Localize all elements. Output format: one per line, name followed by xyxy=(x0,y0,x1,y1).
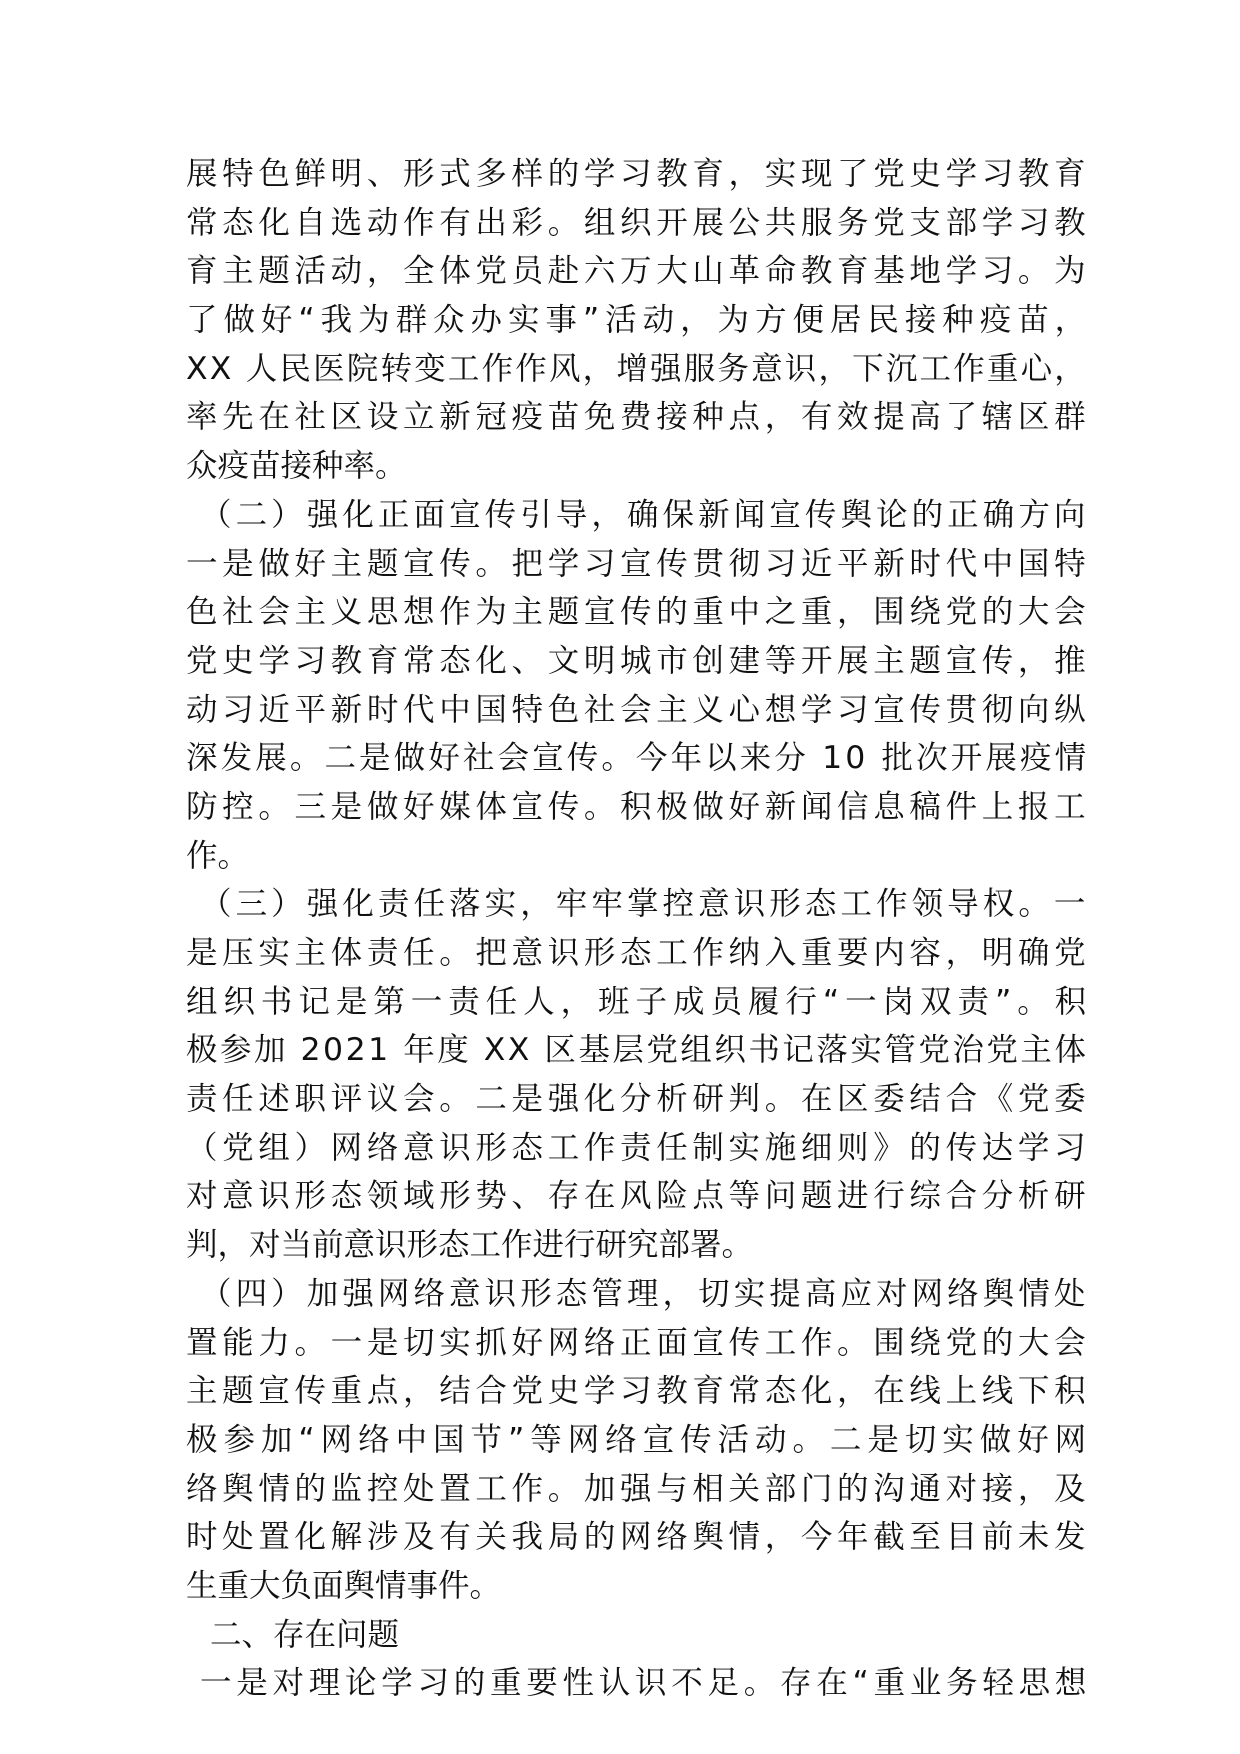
text-line: （党组）网络意识形态工作责任制实施细则》的传达学习 xyxy=(186,1129,1091,1166)
text-line: 组织书记是第一责任人，班子成员履行“一岗双责”。积 xyxy=(186,983,1093,1020)
text-line: 判，对当前意识形态工作进行研究部署。 xyxy=(186,1227,754,1264)
text-line: 色社会主义思想作为主题宣传的重中之重，围绕党的大会 xyxy=(186,594,1091,631)
text-line: 络舆情的监控处置工作。加强与相关部门的沟通对接，及 xyxy=(186,1470,1091,1507)
text-line: 了做好“我为群众办实事”活动，为方便居民接种疫苗， xyxy=(186,302,1093,339)
text-line: 作。 xyxy=(186,837,250,874)
text-line: 育主题活动，全体党员赴六万大山革命教育基地学习。为 xyxy=(186,253,1091,290)
section-heading: （三）强化责任落实，牢牢掌控意识形态工作领导权。一 xyxy=(200,886,1090,923)
text-line: 生重大负面舆情事件。 xyxy=(186,1567,502,1604)
body-text xyxy=(186,150,1093,1708)
text-line: 极参加 2021 年度 XX 区基层党组织书记落实管党治党主体 xyxy=(186,1032,1089,1069)
text-line: 率先在社区设立新冠疫苗免费接种点，有效提高了辖区群 xyxy=(186,399,1091,436)
text-line: 党史学习教育常态化、文明城市创建等开展主题宣传，推 xyxy=(186,642,1091,679)
text-line: 时处置化解涉及有关我局的网络舆情，今年截至目前未发 xyxy=(186,1519,1091,1556)
text-line: 动习近平新时代中国特色社会主义心想学习宣传贯彻向纵 xyxy=(186,691,1091,728)
text-line: 一是对理论学习的重要性认识不足。存在“重业务轻思想 xyxy=(200,1665,1092,1702)
text-line: 众疫苗接种率。 xyxy=(186,448,407,485)
text-line: 防控。三是做好媒体宣传。积极做好新闻信息稿件上报工 xyxy=(186,788,1091,825)
text-line: 主题宣传重点，结合党史学习教育常态化，在线上线下积 xyxy=(186,1373,1091,1410)
section-heading: （四）加强网络意识形态管理，切实提高应对网络舆情处 xyxy=(200,1275,1090,1312)
text-line: 一是做好主题宣传。把学习宣传贯彻习近平新时代中国特 xyxy=(186,545,1091,582)
text-line: 极参加“网络中国节”等网络宣传活动。二是切实做好网 xyxy=(186,1421,1093,1458)
text-line: 展特色鲜明、形式多样的学习教育，实现了党史学习教育 xyxy=(186,156,1091,192)
text-line: 对意识形态领域形势、存在风险点等问题进行综合分析研 xyxy=(186,1178,1091,1215)
text-line: 是压实主体责任。把意识形态工作纳入重要内容，明确党 xyxy=(186,935,1091,971)
text-line: 置能力。一是切实抓好网络正面宣传工作。围绕党的大会 xyxy=(186,1324,1091,1361)
text-line: 常态化自选动作有出彩。组织开展公共服务党支部学习教 xyxy=(186,204,1091,241)
text-line: 深发展。二是做好社会宣传。今年以来分 10 批次开展疫情 xyxy=(186,740,1090,777)
section-heading: （二）强化正面宣传引导，确保新闻宣传舆论的正确方向 xyxy=(200,496,1090,533)
text-line: 责任述职评议会。二是强化分析研判。在区委结合《党委 xyxy=(186,1081,1091,1118)
chapter-heading: 二、存在问题 xyxy=(210,1616,400,1653)
text-line: XX 人民医院转变工作作风，增强服务意识，下沉工作重心， xyxy=(186,350,1088,387)
